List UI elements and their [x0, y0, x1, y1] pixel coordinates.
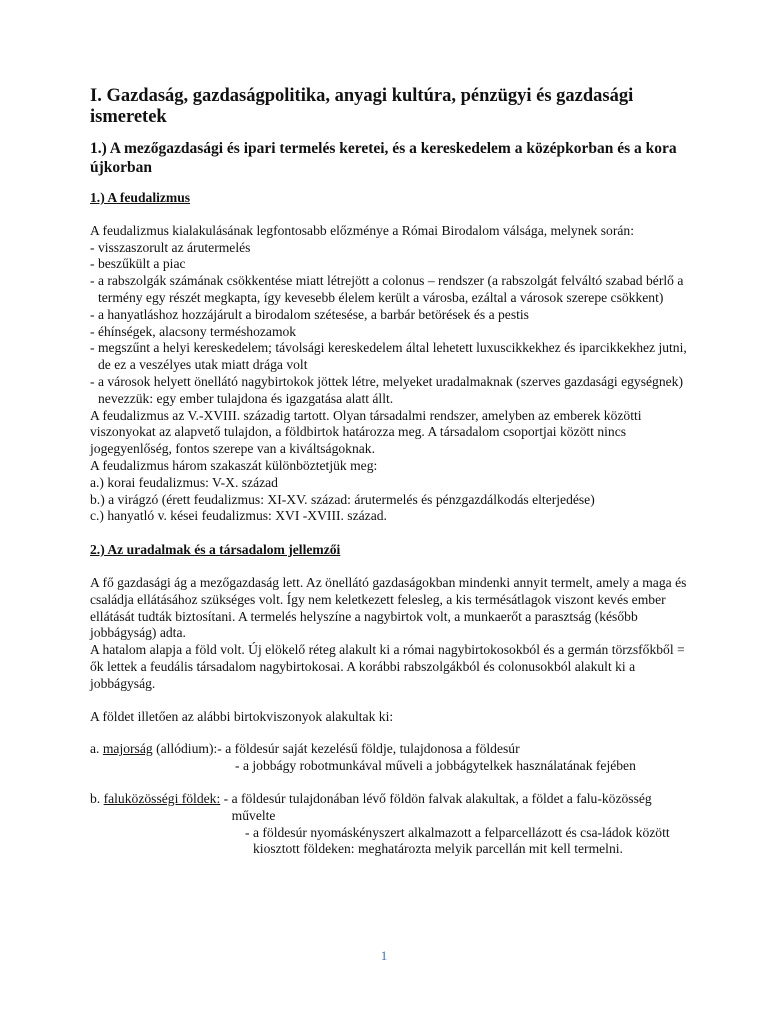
crisis-list	[90, 240, 690, 408]
list-item: - a rabszolgák számának csökkentése miatt létrejött a colonus – rendszer (a rabszolgát felváltó szabad bérlő a termény egy részét megkapta, így kevesebb élelem került a városba, ezáltal a városok szerepe csökkent)	[90, 273, 690, 307]
majorsag-item: - a jobbágy robotmunkával műveli a jobbágytelkek használatának fejében	[235, 758, 690, 775]
stage-item: a.) korai feudalizmus: V-X. század	[90, 474, 278, 490]
stage-item: b.) a virágzó (érett feudalizmus: XI-XV. század: árutermelés és pénzgazdálkodás elterjedése)	[90, 491, 595, 507]
section-title-feudalism: 1.) A feudalizmus	[90, 190, 191, 205]
list-item: - a városok helyett önellátó nagybirtokok jöttek létre, melyeket uradalmaknak (szerves gazdasági egységnek) nevezzük: egy ember tulajdona és igazgatása alatt állt.	[90, 374, 690, 408]
estates-paragraph-3: A földet illetően az alábbi birtokviszonyok alakultak ki:	[90, 708, 394, 724]
page-number: 1	[380, 948, 388, 963]
majorsag-label: a. majorság (allódium):	[90, 741, 218, 757]
village-land-term: faluközösségi földek:	[103, 790, 221, 806]
feudalism-stages-intro: A feudalizmus három szakaszát különböztetjük meg:	[90, 457, 378, 473]
feudalism-intro: A feudalizmus kialakulásának legfontosabb előzménye a Római Birodalom válsága, melynek során:	[90, 222, 634, 238]
estates-paragraph-1: A fő gazdasági ág a mezőgazdaság lett. Az önellátó gazdaságokban mindenki annyit termelt, amely a maga és családja ellátásához szükséges volt. Így nem keletkezett felesleg, a kis termésátlagok viszont kevés ember ellátását tudták biztosítani. A termelés helyszíne a nagybirtok volt, a munkaerőt a parasztság (később jobbágyság) adta.	[90, 574, 687, 641]
majorsag-item: - a földesúr saját kezelésű földje, tulajdonosa a földesúr	[217, 741, 519, 758]
chapter-heading: 1.) A mezőgazdasági és ipari termelés keretei, és a kereskedelem a középkorban és a kora újkorban	[90, 140, 677, 176]
village-land-item: - a földesúr tulajdonában lévő földön falvak alakultak, a földet a falu-közösség művelte	[224, 791, 690, 825]
feudalism-definition: A feudalizmus az V.-XVIII. századig tartott. Olyan társadalmi rendszer, amelyben az emberek közötti viszonyokat az alapvető tulajdon, a földbirtok határozza meg. A társadalom csoportjai között nincs jogegyenlőség, fontos szerepe van a kiváltságoknak.	[90, 407, 642, 457]
estates-paragraph-2: A hatalom alapja a föld volt. Új elökelő réteg alakult ki a római nagybirtokosokból és a germán törzsfőkből = ők lettek a feudális társadalom nagybirtokosai. A korábbi rabszolgákból és colonusokból alakult ki a jobbágyság.	[90, 642, 685, 691]
village-land-label: b. faluközösségi földek:	[90, 790, 221, 806]
landholding-majorsag	[90, 741, 690, 775]
village-land-item: - a földesúr nyomáskényszert alkalmazott a felparcellázott és csa-ládok között kiosztott földeken: meghatározta melyik parcellán mit kell termelni.	[245, 825, 690, 859]
list-item: - éhínségek, alacsony terméshozamok	[90, 324, 690, 341]
list-item: - beszűkült a piac	[90, 256, 690, 273]
list-item: - megszűnt a helyi kereskedelem; távolsági kereskedelem által lehetett luxuscikkekhez és iparcikkekhez jutni, de ez a veszélyes utak miatt drága volt	[90, 340, 690, 374]
main-heading: I. Gazdaság, gazdaságpolitika, anyagi kultúra, pénzügyi és gazdasági ismeretek	[90, 86, 634, 127]
landholding-village	[90, 791, 690, 858]
stage-item: c.) hanyatló v. kései feudalizmus: XVI -XVIII. század.	[90, 508, 387, 524]
document-page	[90, 86, 690, 858]
list-item: - visszaszorult az árutermelés	[90, 240, 690, 257]
list-item: - a hanyatláshoz hozzájárult a birodalom szétesése, a barbár betörések és a pestis	[90, 307, 690, 324]
majorsag-term: majorság	[102, 741, 153, 757]
section-title-estates: 2.) Az uradalmak és a társadalom jellemzői	[90, 542, 341, 558]
